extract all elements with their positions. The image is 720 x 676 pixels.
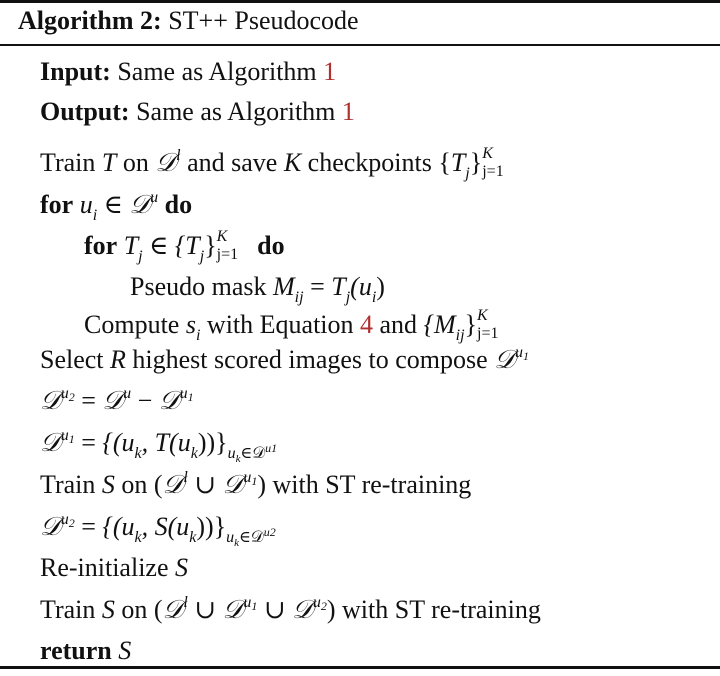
math-eq: = — [81, 386, 96, 415]
math-sub-sup-sub: 2 — [269, 525, 276, 539]
step-d2-definition — [40, 386, 194, 416]
math-D: 𝒟 — [155, 148, 177, 178]
output-line — [40, 97, 355, 127]
math-sup: l — [183, 594, 188, 611]
math-S: S — [101, 595, 115, 624]
step-train-student-2 — [40, 595, 541, 625]
math-sub-var: u — [226, 529, 235, 546]
math-sup-sub: 2 — [68, 516, 75, 530]
math-sub-sup-var: u — [263, 525, 270, 539]
math-sub-sup — [264, 525, 276, 539]
math-K: K — [283, 148, 302, 177]
step-for-inner — [84, 228, 285, 265]
output-text: Same as Algorithm — [136, 97, 336, 126]
math-D: 𝒟 — [40, 512, 61, 542]
math-sub-sup-var: u — [265, 441, 272, 455]
math-sup-var: u — [179, 385, 188, 402]
math-sub: j — [199, 248, 205, 265]
math-brace: } — [469, 148, 483, 177]
math-T: T — [123, 231, 139, 260]
step-pseudo-mask — [130, 272, 385, 306]
keyword-return: return — [40, 636, 112, 665]
math-sub: j — [345, 289, 351, 306]
keyword-for: for — [84, 231, 118, 260]
math-sup-var: u — [243, 594, 252, 611]
math-D: 𝒟 — [102, 386, 124, 416]
input-algorithm-ref[interactable]: 1 — [323, 57, 337, 86]
math-expr: {(u — [102, 428, 135, 457]
math-sup: u — [123, 385, 132, 402]
math-sub: i — [195, 327, 201, 344]
math-S: S — [175, 553, 189, 582]
step-d2-labeling — [40, 511, 276, 549]
math-D: 𝒟 — [129, 190, 151, 220]
math-sub: j — [465, 165, 470, 182]
math-S: S — [118, 636, 132, 665]
math-expr: , T(u — [141, 428, 191, 457]
step-text: with Equation — [206, 310, 354, 339]
algorithm-name: ST++ Pseudocode — [168, 6, 359, 35]
math-eq: = — [81, 428, 96, 457]
math-sup-sub: 1 — [187, 390, 194, 404]
math-D: 𝒟 — [222, 595, 244, 625]
step-text: Train — [40, 148, 96, 177]
math-sub-in: ∈𝒟 — [240, 445, 266, 462]
math-sub: k — [134, 445, 142, 462]
algorithm-title — [18, 6, 359, 36]
step-for-outer — [40, 189, 193, 224]
math-sub-sup-sub: 1 — [271, 441, 278, 455]
math-sup: K — [482, 145, 493, 162]
math-in: ∈ — [149, 231, 169, 260]
step-text: on — [121, 595, 148, 624]
math-sup: u — [150, 189, 159, 206]
math-D: 𝒟 — [162, 595, 184, 625]
math-D: 𝒟 — [292, 595, 313, 625]
step-d1-labeling — [40, 427, 278, 465]
input-line — [40, 57, 336, 87]
output-algorithm-ref[interactable]: 1 — [341, 97, 355, 126]
math-sup: K — [477, 307, 488, 324]
math-sup — [243, 594, 257, 611]
step-text: highest scored images to compose — [132, 345, 488, 374]
math-sup-sub — [482, 145, 516, 180]
step-text: on — [122, 148, 149, 177]
math-sub-sup — [265, 441, 277, 455]
top-rule — [0, 0, 720, 3]
math-sup-sub: 1 — [522, 349, 529, 363]
math-M: M — [273, 272, 295, 301]
math-brace: ))} — [197, 428, 228, 457]
math-sup — [61, 385, 75, 402]
math-sup-sub: 1 — [251, 474, 258, 488]
title-rule — [0, 44, 720, 46]
math-sub: ij — [294, 289, 304, 306]
step-text: and — [379, 310, 418, 339]
math-sup-sub: 2 — [320, 599, 327, 613]
math-D: 𝒟 — [494, 345, 515, 375]
math-S: S — [101, 470, 115, 499]
step-reinitialize — [40, 553, 188, 583]
math-brace: { — [438, 148, 451, 177]
step-text: checkpoints — [307, 148, 432, 177]
keyword-do: do — [257, 231, 285, 260]
math-sup-var: u — [312, 594, 321, 611]
math-in: ∈ — [103, 190, 123, 219]
math-paren: ( — [153, 470, 163, 499]
step-text: Pseudo mask — [130, 272, 267, 301]
math-sup-sub: 1 — [68, 432, 75, 446]
math-sup-sub: 2 — [68, 390, 75, 404]
math-expr: {(u — [102, 512, 135, 541]
math-set: {M — [423, 310, 456, 339]
step-text: with ST re-training — [272, 470, 472, 499]
math-sub: ij — [455, 327, 465, 344]
math-paren: ( — [153, 595, 163, 624]
math-D: 𝒟 — [40, 386, 61, 416]
math-D: 𝒟 — [158, 386, 180, 416]
output-keyword: Output: — [40, 97, 130, 126]
bottom-rule — [0, 666, 720, 669]
math-sup: l — [183, 469, 188, 486]
step-text: Train — [40, 470, 96, 499]
math-sub-sub: k — [234, 537, 240, 549]
math-D: 𝒟 — [222, 470, 244, 500]
math-sub: j=1 — [216, 246, 239, 263]
math-R: R — [110, 345, 126, 374]
math-T: T — [101, 148, 117, 177]
math-sub: k — [189, 529, 197, 546]
math-set-subscript — [227, 441, 278, 465]
math-sub-in: ∈𝒟 — [239, 529, 264, 546]
algorithm-label: Algorithm 2: — [18, 6, 162, 35]
math-arg: (u — [350, 272, 372, 301]
math-sub: j — [138, 248, 143, 265]
math-sup-sub — [216, 228, 251, 263]
math-sup-sub: 1 — [251, 599, 258, 613]
math-paren: ) — [326, 595, 336, 624]
math-sup: K — [216, 228, 228, 245]
math-sub: k — [190, 445, 198, 462]
math-sup — [313, 594, 327, 611]
math-sup-sub — [477, 307, 511, 342]
math-sup — [180, 385, 194, 402]
math-sub-sub: k — [235, 453, 241, 465]
step-text: Re-initialize — [40, 553, 169, 582]
math-s: s — [185, 310, 196, 339]
math-u: u — [79, 190, 93, 219]
math-sup — [61, 511, 75, 528]
math-T: T — [331, 272, 346, 301]
math-sub: j=1 — [482, 163, 504, 180]
math-brace: } — [204, 231, 217, 260]
math-sub: k — [134, 529, 142, 546]
step-train-student-1 — [40, 470, 471, 500]
math-cup: ∪ — [194, 595, 217, 624]
keyword-for: for — [40, 190, 74, 219]
input-text: Same as Algorithm — [117, 57, 317, 86]
math-D: 𝒟 — [40, 428, 61, 458]
math-sup-var: u — [60, 511, 69, 528]
math-sup-var: u — [243, 469, 252, 486]
math-paren: ) — [376, 272, 385, 301]
math-sup — [515, 344, 529, 361]
math-D: 𝒟 — [162, 470, 184, 500]
math-paren: ) — [257, 470, 266, 499]
keyword-do: do — [164, 190, 193, 219]
math-brace: } — [464, 310, 477, 339]
math-set: {T — [174, 231, 200, 260]
math-cup: ∪ — [263, 595, 286, 624]
math-eq: = — [310, 272, 325, 301]
math-sub: i — [92, 207, 98, 224]
step-text: with ST re-training — [342, 595, 541, 624]
step-return — [40, 636, 131, 666]
math-sup-var: u — [514, 344, 523, 361]
math-cup: ∪ — [194, 470, 217, 499]
math-sub: j=1 — [477, 325, 499, 342]
math-sub-var: u — [227, 445, 236, 462]
step-select — [40, 345, 529, 375]
math-sup — [243, 469, 257, 486]
step-train-teacher — [40, 145, 516, 182]
step-text: Select — [40, 345, 104, 374]
math-brace: ))} — [196, 512, 227, 541]
math-eq: = — [81, 512, 96, 541]
math-expr: , S(u — [141, 512, 190, 541]
math-sup-var: u — [60, 385, 69, 402]
input-keyword: Input: — [40, 57, 111, 86]
step-text: and save — [187, 148, 278, 177]
step-text: Train — [40, 595, 96, 624]
math-sup-var: u — [60, 427, 69, 444]
step-text: Compute — [84, 310, 180, 339]
math-sub: i — [371, 289, 377, 306]
step-compute — [84, 307, 511, 344]
math-sup: l — [176, 147, 181, 164]
math-sup — [61, 427, 75, 444]
step-text: on — [121, 470, 148, 499]
math-T: T — [450, 148, 466, 177]
math-set-subscript — [226, 525, 276, 549]
math-minus: − — [137, 386, 153, 415]
equation-ref[interactable]: 4 — [360, 310, 374, 339]
